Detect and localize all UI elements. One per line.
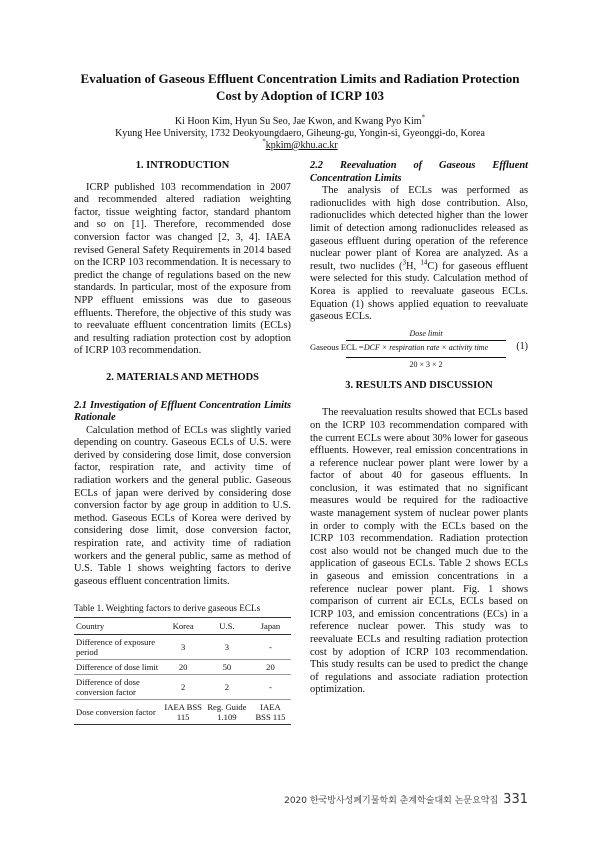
superscript-3: 3: [402, 258, 406, 267]
section-heading-methods: 2. MATERIALS AND METHODS: [106, 371, 259, 383]
equation-fraction: [346, 328, 506, 372]
table-cell: Difference of dose limit: [74, 660, 162, 675]
table-header-row: [74, 618, 291, 635]
table-cell: 2: [204, 675, 250, 700]
intro-paragraph: ICRP published 103 recommendation in 2007 and recommended altered radiation weighting factor, tissue weighting factor, standard phantom and so on [1]. Therefore, recommended dose conversion factor was changed [2, 3, 4]. IAEA revised General Safety Requirements in 2014 based on the ICRP 103 recommendation. It is necessary to predict the change of regulations based on the new standards. In particular, most of the exposure from NPP effluent emissions was due to gaseous effluents. Therefore, the objective of this study was to reevaluate effluent concentration limits (ECLs) and resulting radiation protection cost by adoption of ICRP 103 recommendation.: [74, 181, 291, 357]
methods-2-2-text-a: The analysis of ECLs was performed as radionuclides with high dose contribution. Also, radionuclides which detected higher than the lower limit of detection among radionuclides released as gaseous effluent during operation of the reference nuclear power plant of Korea are analyzed. As a result, two nuclides (: [310, 185, 528, 272]
table-cell: 2: [162, 675, 204, 700]
equation-number: (1): [516, 340, 528, 352]
table-header: U.S.: [204, 618, 250, 635]
results-paragraph: The reevaluation results showed that ECLs based on the ICRP 103 recommendation compared with the current ECLs were about 30% lower for gaseous effluents. However, real emission concentrations in a reference nuclear power plant were lower by a factor of about 40 for gaseous effluents. In conclusion, it was estimated that no significant measures would be required for the radioactive waste management system of nuclear power plants in order to comply with the ECLs based on the ICRP 103 recommendation. Radiation protection cost also would not be changed much due to the application of gaseous ECLs. Table 2 shows ECLs in gaseous and emission concentrations in a reference nuclear power plant. Fig. 1 shows comparison of current air ECLs, ECLs based on ICRP 103, and emission concentrations (ECs) in a reference nuclear power. This study was to reevaluate ECLs and resulting radiation protection cost by adoption of ICRP 103 recommendation. This study results can be used to predict the change of regulations and associate radiation protection optimization.: [310, 407, 528, 696]
methods-2-2-paragraph: [310, 185, 528, 324]
superscript-14: 14: [420, 258, 428, 267]
methods-2-2-text-b: C) for gaseous effluent were selected for this study. Calculation method of Korea is applied to reevaluate gaseous ECLs. Equation (1) shows applied equation to reevaluate gaseous ECLs.: [310, 260, 528, 323]
page-number: 331: [503, 792, 528, 807]
author-block: [40, 113, 560, 152]
paper-title-line2: Cost by Adoption of ICRP 103: [216, 88, 384, 103]
subsection-heading-2-2: 2.2 Reevaluation of Gaseous Effluent Concentration Limits: [310, 160, 528, 184]
table1-caption: Table 1. Weighting factors to derive gaseous ECLs: [74, 603, 261, 614]
table-row: [74, 675, 291, 700]
table1: [74, 617, 291, 725]
email-link[interactable]: kpkim@khu.ac.kr: [265, 140, 338, 151]
table-cell: 3: [204, 635, 250, 660]
left-column: [74, 160, 291, 725]
table-cell: Difference of exposure period: [74, 635, 162, 660]
table-cell: -: [250, 635, 291, 660]
author-sup: *: [421, 113, 426, 122]
table-cell: IAEA BSS 115: [250, 700, 291, 725]
table-cell: IAEA BSS 115: [162, 700, 204, 725]
table-cell: 20: [162, 660, 204, 675]
equation-numerator: Dose limit: [409, 328, 443, 338]
equation-lhs: Gaseous ECL =: [310, 341, 364, 352]
table-cell: 3: [162, 635, 204, 660]
table-cell: 50: [204, 660, 250, 675]
table-row: [74, 635, 291, 660]
right-column: [310, 160, 528, 697]
table-row: [74, 700, 291, 725]
table-row: [74, 660, 291, 675]
page-footer: [284, 792, 528, 807]
footer-proceedings-title: 2020 한국방사성폐기물학회 춘계학술대회 논문요약집: [284, 796, 499, 806]
paper-title: [60, 70, 540, 104]
table-header: Korea: [162, 618, 204, 635]
affiliation: Kyung Hee University, 1732 Deokyoungdaero, Giheung-gu, Yongin-si, Gyeonggi-do, Korea: [115, 128, 485, 139]
subsection-heading-2-1: 2.1 Investigation of Effluent Concentration Limits Rationale: [74, 399, 291, 424]
email-sup: *: [262, 137, 266, 146]
table-cell: Difference of dose conversion factor: [74, 675, 162, 700]
section-heading-introduction: 1. INTRODUCTION: [135, 160, 230, 171]
table-header: Country: [74, 618, 162, 635]
table-cell: Reg. Guide 1.109: [204, 700, 250, 725]
table-cell: -: [250, 675, 291, 700]
methods-2-2-text-h: H,: [405, 260, 421, 272]
table-cell: 20: [250, 660, 291, 675]
methods-2-1-paragraph: Calculation method of ECLs was slightly varied depending on country. Gaseous ECLs of U.S. were derived by considering dose limit, dose conversion factor, respiration rate, and activity time of radiation workers and the general public. Gaseous ECLs of japan were derived by considering dose conversion factor by age group in addition to U.S. method. Gaseous ECLs of Korea were derived by considering dose limit, dose conversion factor, respiration rate, and activity time of radiation workers and the general public, same as method of U.S. Table 1 shows weighting factors to derive gaseous effluent concentration limits.: [74, 424, 291, 587]
equation-inner-denominator: DCF × respiration rate × activity time: [346, 340, 506, 355]
section-heading-results: 3. RESULTS AND DISCUSSION: [345, 379, 493, 391]
paper-title-line1: Evaluation of Gaseous Effluent Concentration Limits and Radiation Protection: [80, 71, 520, 86]
equation-1: [310, 328, 528, 369]
table-header: Japan: [250, 618, 291, 635]
equation-denominator: 20 × 3 × 2: [346, 357, 506, 372]
table-cell: Dose conversion factor: [74, 700, 162, 725]
author-names: Ki Hoon Kim, Hyun Su Seo, Jae Kwon, and Kwang Pyo Kim: [174, 116, 422, 127]
